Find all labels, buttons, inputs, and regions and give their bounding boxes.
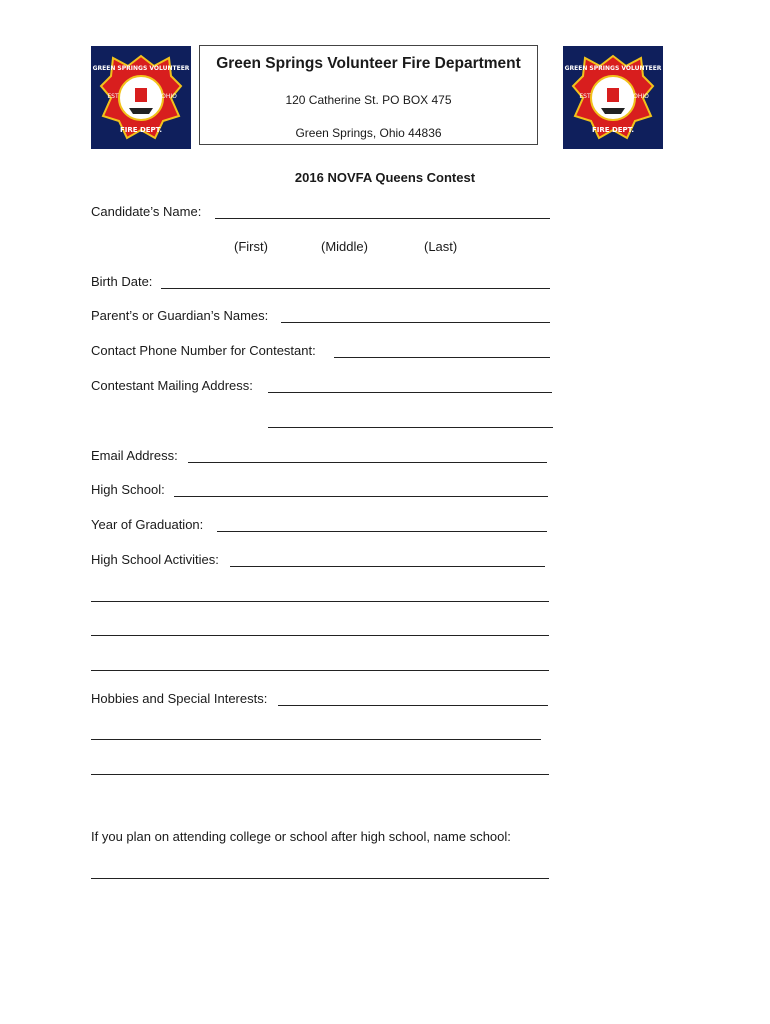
college-label: If you plan on attending college or school after high school, name school: bbox=[91, 829, 511, 844]
hobbies-field-3[interactable] bbox=[91, 774, 549, 775]
birth-date-field[interactable] bbox=[161, 288, 550, 289]
mailing-address-field-1[interactable] bbox=[268, 392, 552, 393]
graduation-year-label: Year of Graduation: bbox=[91, 517, 204, 532]
college-field[interactable] bbox=[91, 878, 549, 879]
hobbies-field-1[interactable] bbox=[278, 705, 548, 706]
svg-text:EST: EST bbox=[107, 93, 119, 100]
email-field[interactable] bbox=[188, 462, 547, 463]
high-school-field[interactable] bbox=[174, 496, 548, 497]
contest-title: 2016 NOVFA Queens Contest bbox=[294, 170, 476, 185]
activities-field-3[interactable] bbox=[91, 635, 549, 636]
birth-date-label: Birth Date: bbox=[91, 274, 153, 289]
activities-field-2[interactable] bbox=[91, 601, 549, 602]
svg-text:EST: EST bbox=[579, 93, 591, 100]
parent-names-label: Parent’s or Guardian’s Names: bbox=[91, 308, 269, 323]
name-middle-caption: (Middle) bbox=[321, 239, 368, 254]
svg-text:OHIO: OHIO bbox=[161, 93, 177, 100]
letterhead-box bbox=[199, 45, 538, 145]
maltese-cross-badge-icon bbox=[91, 46, 191, 149]
high-school-label: High School: bbox=[91, 482, 165, 497]
svg-text:FIRE DEPT.: FIRE DEPT. bbox=[591, 126, 635, 134]
fire-dept-logo-right bbox=[563, 46, 663, 149]
svg-text:OHIO: OHIO bbox=[633, 93, 649, 100]
hobbies-field-2[interactable] bbox=[91, 739, 541, 740]
email-label: Email Address: bbox=[91, 448, 178, 463]
activities-field-1[interactable] bbox=[230, 566, 545, 567]
hobbies-label: Hobbies and Special Interests: bbox=[91, 691, 268, 706]
parent-names-field[interactable] bbox=[281, 322, 550, 323]
contact-phone-label: Contact Phone Number for Contestant: bbox=[91, 343, 316, 358]
contact-phone-field[interactable] bbox=[334, 357, 550, 358]
mailing-address-label: Contestant Mailing Address: bbox=[91, 378, 253, 393]
activities-label: High School Activities: bbox=[91, 552, 219, 567]
candidate-name-label: Candidate’s Name: bbox=[91, 204, 202, 219]
name-last-caption: (Last) bbox=[424, 239, 458, 254]
maltese-cross-badge-icon bbox=[563, 46, 663, 149]
org-name: Green Springs Volunteer Fire Department bbox=[216, 55, 521, 72]
svg-text:GREEN SPRINGS VOLUNTEER: GREEN SPRINGS VOLUNTEER bbox=[564, 65, 662, 72]
svg-text:GREEN SPRINGS VOLUNTEER: GREEN SPRINGS VOLUNTEER bbox=[92, 65, 190, 72]
svg-text:FIRE DEPT.: FIRE DEPT. bbox=[119, 126, 163, 134]
address-line-2: Green Springs, Ohio 44836 bbox=[295, 126, 442, 140]
fire-dept-logo-left bbox=[91, 46, 191, 149]
candidate-name-field[interactable] bbox=[215, 218, 550, 219]
mailing-address-field-2[interactable] bbox=[268, 427, 553, 428]
address-line-1: 120 Catherine St. PO BOX 475 bbox=[285, 93, 452, 107]
name-first-caption: (First) bbox=[234, 239, 268, 254]
graduation-year-field[interactable] bbox=[217, 531, 547, 532]
activities-field-4[interactable] bbox=[91, 670, 549, 671]
